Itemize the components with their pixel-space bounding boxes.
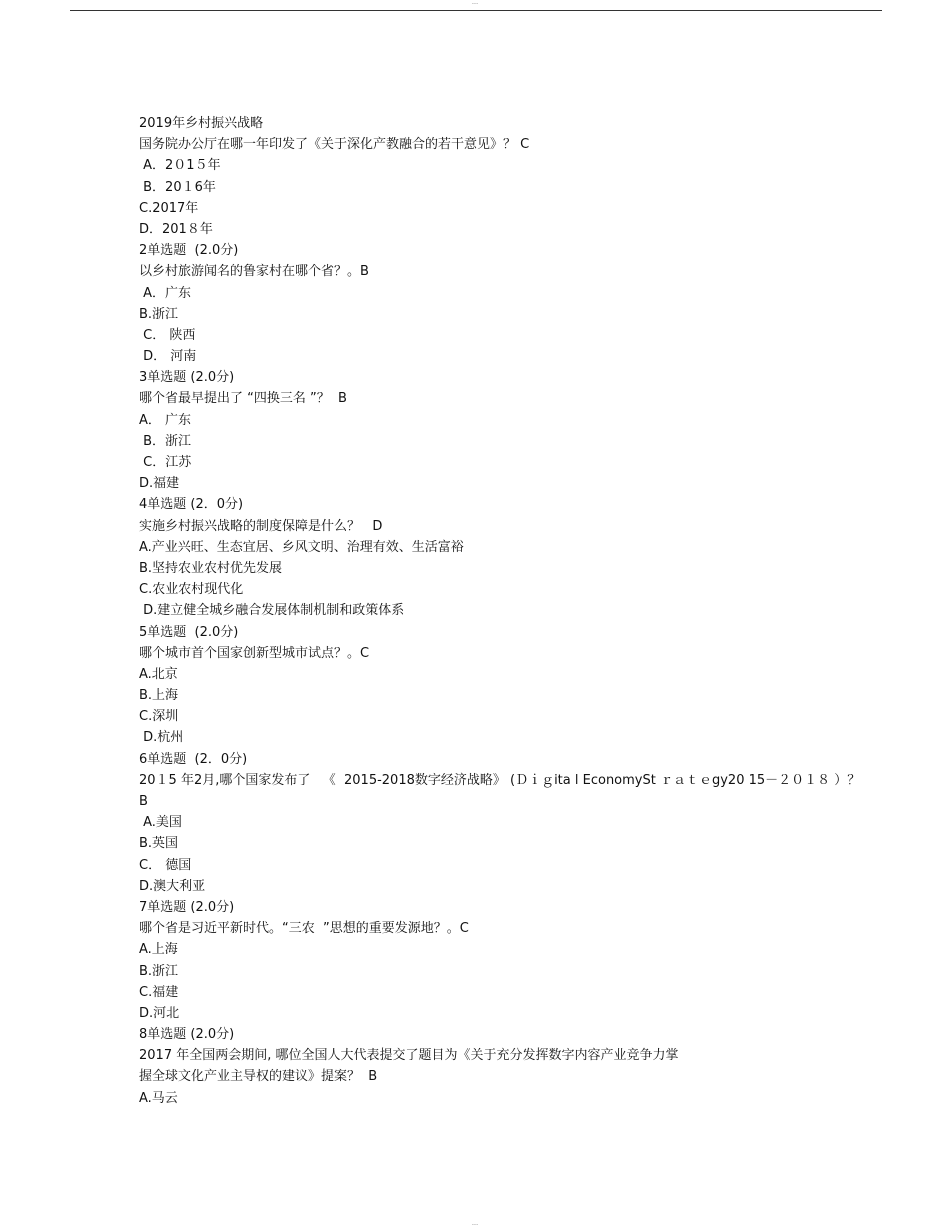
question-8-option-a: A.马云 — [139, 1090, 178, 1106]
question-1-option-d: D．201８年 — [139, 221, 213, 237]
question-6-header: 6单选题 (2．0分) — [139, 751, 248, 767]
question-7-option-a: A.上海 — [139, 942, 178, 958]
question-4-text: 实施乡村振兴战略的制度保障是什么？ D — [139, 518, 383, 534]
question-1-option-a: A．2０1５年 — [139, 158, 221, 174]
question-6-option-d: D.澳大利亚 — [139, 878, 206, 894]
question-3-option-a: A． 广东 — [139, 412, 192, 428]
question-7-option-b: B.浙江 — [139, 963, 179, 979]
question-2-header: 2单选题 (2.0分) — [139, 243, 239, 259]
question-1-text: 国务院办公厅在哪一年印发了《关于深化产教融合的若干意见》？ C — [139, 137, 530, 153]
question-5-text: 哪个城市首个国家创新型城市试点？。C — [139, 645, 370, 661]
question-5-option-d: D.杭州 — [139, 730, 184, 746]
question-2-text: 以乡村旅游闻名的鲁家村在哪个省？。B — [139, 264, 369, 280]
question-7-header: 7单选题 (2.0分) — [139, 899, 235, 915]
question-3-text: 哪个省最早提出了 “四换三名 ”？ B — [139, 391, 347, 407]
question-7-option-d: D.河北 — [139, 1005, 180, 1021]
question-5-option-a: A.北京 — [139, 666, 178, 682]
question-5-option-c: C.深圳 — [139, 709, 179, 725]
question-6-answer: B — [139, 794, 148, 810]
question-6-option-c: C． 德国 — [139, 857, 192, 873]
question-3-option-b: B．浙江 — [139, 433, 192, 449]
footer-mark: --- — [471, 1221, 479, 1228]
question-5-header: 5单选题 (2.0分) — [139, 624, 239, 640]
question-4-option-d: D.建立健全城乡融合发展体制机制和政策体系 — [139, 603, 405, 619]
question-2-option-d: D． 河南 — [139, 349, 197, 365]
header-mark: --- — [471, 0, 479, 7]
question-4-header: 4单选题 (2．0分) — [139, 497, 244, 513]
question-2-option-a: A．广东 — [139, 285, 192, 301]
question-7-text: 哪个省是习近平新时代。“三农 ”思想的重要发源地？。C — [139, 921, 469, 937]
question-4-option-a: A.产业兴旺、生态宜居、乡风文明、治理有效、生活富裕 — [139, 539, 464, 555]
question-3-option-c: C．江苏 — [139, 455, 192, 470]
question-8-text-line-1: 2017 年全国两会期间, 哪位全国人大代表提交了题目为《关于充分发挥数字内容产业竞争力掌 — [139, 1048, 679, 1064]
question-8-text-line-2: 握全球文化产业主导权的建议》提案？ B — [139, 1069, 378, 1085]
question-5-option-b: B.上海 — [139, 688, 179, 704]
question-1-option-b: B．20１6年 — [139, 179, 216, 195]
question-3-header: 3单选题 (2.0分) — [139, 370, 235, 386]
question-4-option-b: B.坚持农业农村优先发展 — [139, 560, 283, 576]
question-8-header: 8单选题 (2.0分) — [139, 1027, 235, 1043]
document-body — [139, 113, 879, 1109]
question-1-option-c: C.2017年 — [139, 200, 199, 216]
question-2-option-b: B.浙江 — [139, 306, 179, 322]
question-3-option-d: D.福建 — [139, 476, 180, 492]
question-6-option-a: A.美国 — [139, 815, 182, 831]
question-7-option-c: C.福建 — [139, 984, 179, 1000]
question-6-text: 20１5 年2月,哪个国家发布了 《 2015-2018数字经济战略》 (Ｄｉｇita l EconomySt ｒａｔｅgy20 15－２０１８ ）？ — [139, 772, 861, 788]
question-4-option-c: C.农业农村现代化 — [139, 582, 244, 598]
question-2-option-c: C． 陕西 — [139, 327, 196, 343]
document-title: 2019年乡村振兴战略 — [139, 116, 264, 131]
header-rule — [70, 10, 882, 11]
question-6-option-b: B.英国 — [139, 836, 179, 852]
